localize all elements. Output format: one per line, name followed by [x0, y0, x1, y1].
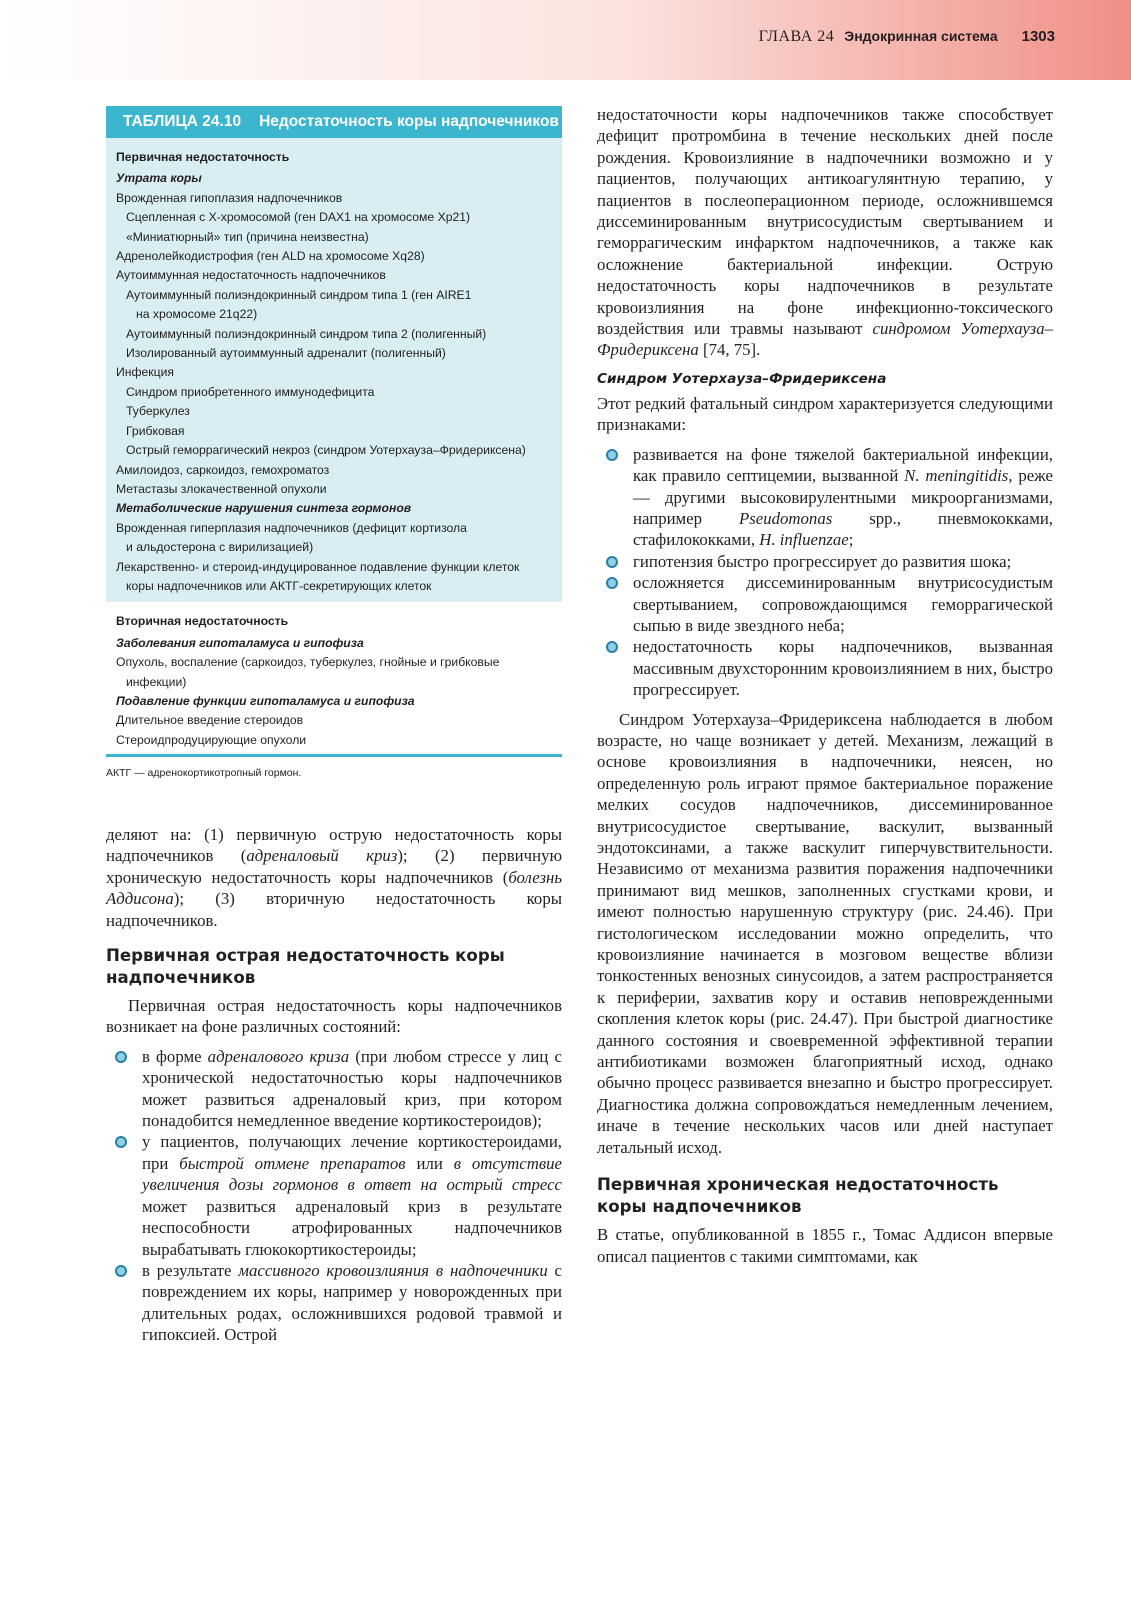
table-row: Врожденная гиперплазия надпочечников (дефицит кортизола [116, 520, 467, 535]
page-number: 1303 [1021, 28, 1055, 45]
heading-primary-chronic: Первичная хроническая недостаточность коры надпочечников [597, 1175, 999, 1217]
table-row: «Миниатюрный» тип (причина неизвестна) [126, 229, 369, 244]
list-item [597, 572, 1053, 636]
bullet-list [597, 444, 1053, 701]
table-title: Недостаточность коры надпочечников [259, 113, 559, 130]
table-24-10 [106, 106, 562, 779]
bullet-circle-icon [606, 449, 618, 461]
table-row: Опухоль, воспаление (саркоидоз, туберкулез, гнойные и грибковые [116, 655, 500, 670]
bullet-list [106, 1046, 562, 1346]
table-row: Сцепленная с Х-хромосомой (ген DAX1 на хромосоме Xp21) [126, 210, 471, 225]
list-item-text: у пациентов, получающих лечение кортикостероидами, при быстрой отмене препаратов или в отсутствие увеличения дозы гормонов в ответ на острый стресс может развиться адреналовый криз в результате неспособности атрофированных надпочечников вырабатывать глюкокортикостероиды; [142, 1132, 562, 1259]
table-number: ТАБЛИЦА 24.10 [123, 113, 242, 130]
table-row: Аутоиммунный полиэндокринный синдром типа 1 (ген AIRE1 [126, 287, 472, 302]
table-category: Первичная недостаточность [116, 150, 290, 164]
list-item-text: недостаточность коры надпочечников, вызванная массивным двухсторонним кровоизлиянием в них, быстро прогрессирует. [633, 637, 1053, 700]
bullet-circle-icon [115, 1265, 127, 1277]
list-item-text: гипотензия быстро прогрессирует до развития шока; [633, 551, 1012, 571]
table-row: коры надпочечников или АКТГ-секретирующих клеток [126, 578, 432, 593]
table-category: Вторичная недостаточность [116, 614, 289, 629]
left-column [106, 824, 562, 1354]
table-row: Туберкулез [126, 404, 190, 419]
table-subcategory: Метаболические нарушения синтеза гормонов [116, 501, 412, 516]
paragraph: недостаточности коры надпочечников также способствует дефицит протромбина в течение нескольких дней после рождения. Кровоизлияние в надпочечники возможно и у пациентов, получающих антикоагулянтную терапию, у пациентов в послеоперационном периоде, осложнившемся диссеминированным внутрисосудистым свертыванием и геморрагическим инфарктом надпочечников, а также как осложнение бактериальной инфекции. Острую недостаточность коры надпочечников в результате кровоизлияния на фоне инфекционно-токсического воздействия или травмы называют синдромом Уотерхауза–Фридериксена [74, 75]. [597, 105, 1053, 360]
list-item [106, 1260, 562, 1346]
table-subcategory: Заболевания гипоталамуса и гипофиза [116, 635, 364, 650]
right-column [597, 104, 1053, 1267]
table-row: Стероидпродуцирующие опухоли [116, 732, 307, 747]
table-row: инфекции) [126, 674, 187, 689]
table-row: Грибковая [126, 423, 185, 438]
paragraph: Синдром Уотерхауза–Фридериксена наблюдается в любом возрасте, но чаще возникает у детей. Механизм, лежащий в основе кровоизлияния в надпочечники, неясен, но определенную роль играют прямое бактериальное поражение мелких сосудов надпочечников, диссеминированное внутрисосудистое свертывание, васкулит, вызванный эндотоксинами, а также васкулит гиперчувствительности. Независимо от механизма развития поражения надпочечники принимают вид мешков, заполненных сгустками крови, и имеют полностью нарушенную структуру (рис. 24.46). При гистологическом исследовании можно определить, что кровоизлияние начинается в мозговом веществе вблизи тонкостенных венозных синусоидов, а затем распространяется к периферии, захватив кору и оставив неповрежденными скопления клеток коры (рис. 24.47). При быстрой диагностике данного состояния и своевременной эффективной терапии антибиотиками возможен благоприятный исход, однако обычно процесс развивается внезапно и быстро прогрессирует. Диагностика должна сопровождаться немедленным лечением, иначе в течение нескольких часов или дней наступает летальный исход. [597, 709, 1053, 1157]
list-item [597, 636, 1053, 700]
table-row: на хромосоме 21q22) [136, 307, 258, 322]
list-item-text: в результате массивного кровоизлияния в надпочечники с повреждением их коры, например у новорожденных при длительных родах, осложнившихся родовой травмой и гипоксией. Острой [142, 1260, 562, 1345]
section-title: Эндокринная система [844, 28, 998, 44]
intro-paragraph: деляют на: (1) первичную острую недостаточность коры надпочечников (адреналовый криз); (2) первичную хроническую недостаточность коры надпочечников (болезнь Аддисона); (3) вторичную недостаточность коры надпочечников. [106, 825, 562, 930]
list-item [106, 1046, 562, 1132]
table-secondary-section [106, 602, 562, 752]
table-title-bar [106, 106, 562, 138]
bullet-circle-icon [606, 556, 618, 568]
table-row: Аутоиммунный полиэндокринный синдром типа 2 (полигенный) [126, 326, 487, 341]
running-header [759, 28, 1055, 46]
subheading-waterhouse: Синдром Уотерхауза–Фридериксена [597, 370, 887, 387]
bullet-circle-icon [606, 577, 618, 589]
list-item [106, 1131, 562, 1259]
table-row: Изолированный аутоиммунный адреналит (полигенный) [126, 346, 446, 361]
table-row: и альдостерона с вирилизацией) [126, 540, 314, 555]
heading-primary-acute: Первичная острая недостаточность коры надпочечников [106, 946, 505, 988]
table-row: Инфекция [116, 365, 175, 380]
table-row: Амилоидоз, саркоидоз, гемохроматоз [116, 462, 330, 477]
paragraph: В статье, опубликованной в 1855 г., Томас Аддисон впервые описал пациентов с такими симптомами, как [597, 1225, 1053, 1266]
table-row: Острый геморрагический некроз (синдром Уотерхауза–Фридериксена) [126, 443, 526, 458]
table-row: Лекарственно- и стероид-индуцированное подавление функции клеток [116, 559, 520, 574]
table-bottom-rule [106, 754, 562, 757]
table-row: Адренолейкодистрофия (ген ALD на хромосоме Xq28) [116, 249, 425, 264]
table-row: Длительное введение стероидов [116, 713, 304, 728]
paragraph: Этот редкий фатальный синдром характеризуется следующими признаками: [597, 393, 1053, 435]
bullet-circle-icon [606, 641, 618, 653]
table-footnote: АКТГ — адренокортикотропный гормон. [106, 767, 302, 780]
chapter-label: ГЛАВА 24 [758, 28, 835, 45]
list-item-text: развивается на фоне тяжелой бактериальной инфекции, как правило септицемии, вызванной N. meningitidis, реже — другими высоковирулентными микроорганизмами, например Pseudomonas spp., пневмококками, стафилококками, H. influenzae; [633, 444, 1053, 550]
table-primary-section [106, 138, 562, 602]
list-item-text: в форме адреналового криза (при любом стрессе у лиц с хронической недостаточностью коры надпочечников может развиться адреналовый криз, при котором понадобится немедленное введение кортикостероидов); [142, 1046, 562, 1131]
bullet-circle-icon [115, 1136, 127, 1148]
table-subcategory: Подавление функции гипоталамуса и гипофиза [116, 693, 415, 708]
table-row: Синдром приобретенного иммунодефицита [126, 384, 375, 399]
table-row: Аутоиммунная недостаточность надпочечников [116, 268, 386, 283]
bullet-circle-icon [115, 1051, 127, 1063]
list-item [597, 551, 1053, 572]
list-item-text: осложняется диссеминированным внутрисосудистым свертыванием, сопровождающимся геморрагической сыпью в виде звездного неба; [633, 573, 1053, 635]
table-row: Метастазы злокачественной опухоли [116, 481, 327, 496]
table-subcategory: Утрата коры [116, 171, 202, 186]
paragraph: Первичная острая недостаточность коры надпочечников возникает на фоне различных состояний: [106, 996, 562, 1037]
table-row: Врожденная гипоплазия надпочечников [116, 190, 343, 205]
list-item [597, 444, 1053, 551]
